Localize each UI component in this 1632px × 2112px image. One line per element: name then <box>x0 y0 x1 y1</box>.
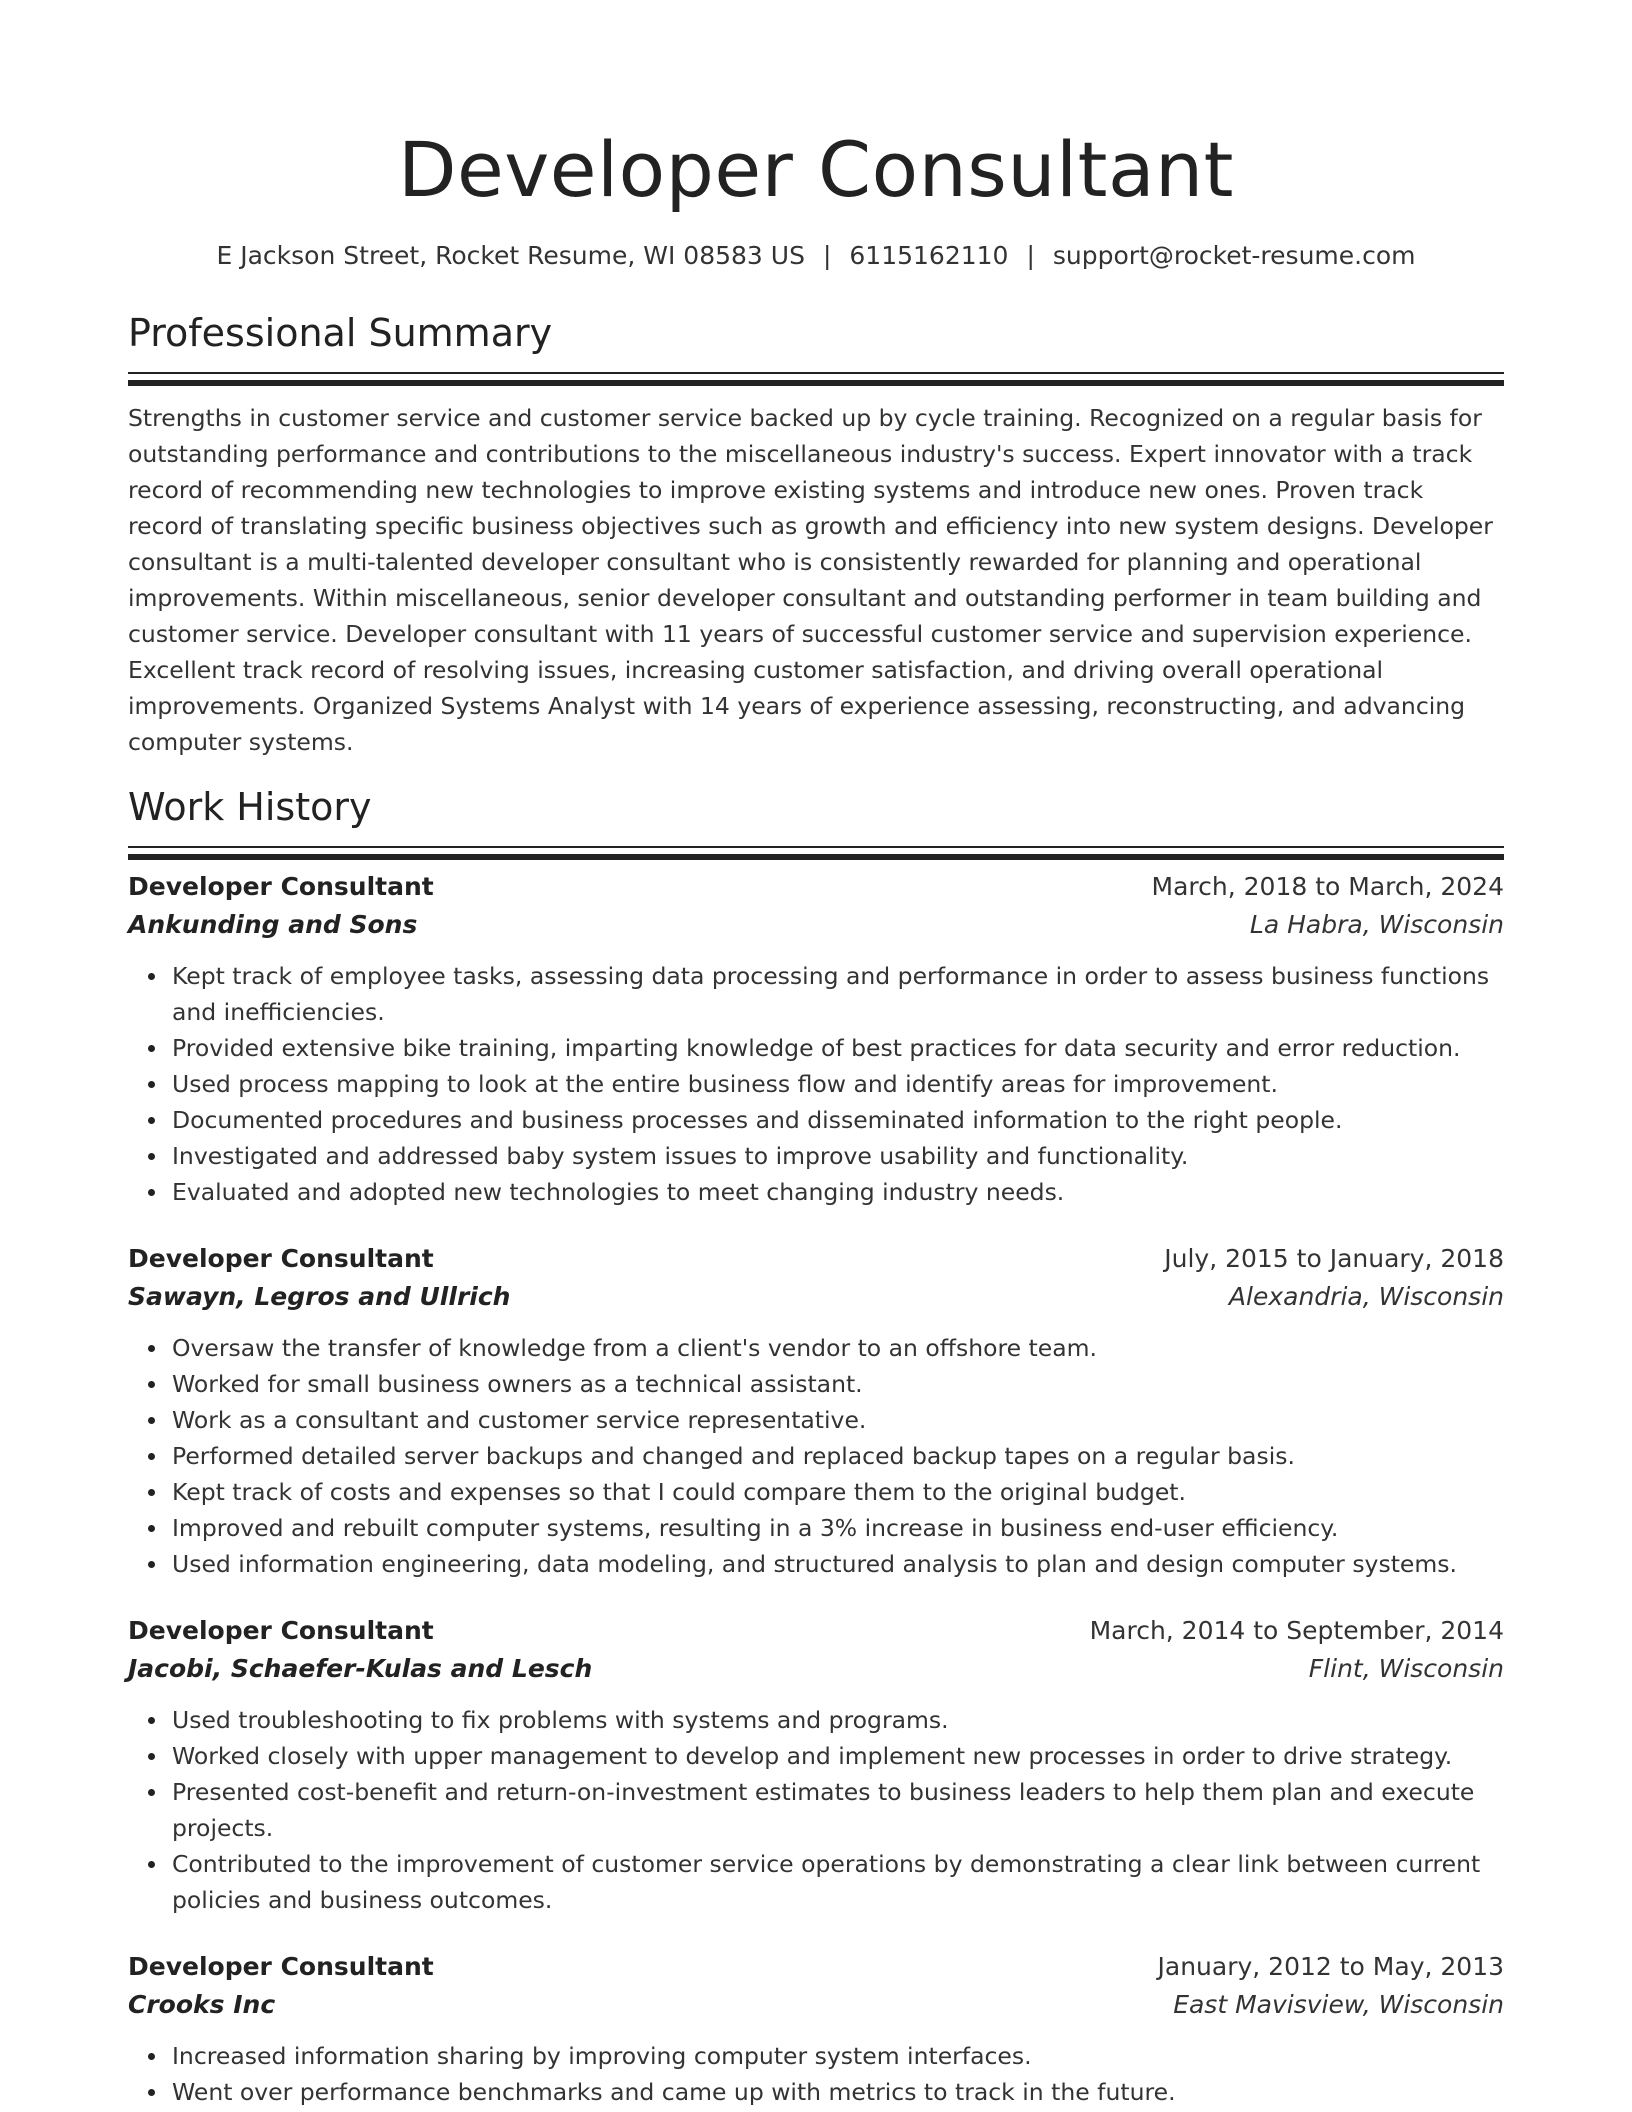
job-entry <box>128 868 1504 1210</box>
job-company: Crooks Inc <box>128 1990 276 2019</box>
job-location: Flint, Wisconsin <box>1308 1654 1504 1683</box>
section-title-summary: Professional Summary <box>128 311 553 355</box>
job-company-row <box>128 1650 1504 1688</box>
job-bullet: Work as a consultant and customer service representative. <box>172 1402 1504 1438</box>
resume-name: Developer Consultant <box>398 125 1234 214</box>
job-location: Alexandria, Wisconsin <box>1228 1282 1504 1311</box>
job-bullet: Oversaw the transfer of knowledge from a client's vendor to an offshore team. <box>172 1330 1504 1366</box>
contact-address: E Jackson Street, Rocket Resume, WI 08583 US <box>216 241 805 270</box>
job-company-row <box>128 1986 1504 2024</box>
job-bullet: Documented procedures and business processes and disseminated information to the right people. <box>172 1102 1504 1138</box>
job-bullet: Used troubleshooting to fix problems with systems and programs. <box>172 1702 1504 1738</box>
job-bullet: Increased information sharing by improving computer system interfaces. <box>172 2038 1504 2074</box>
job-bullet: Provided extensive bike training, imparting knowledge of best practices for data security and error reduction. <box>172 1030 1504 1066</box>
job-bullet: Worked closely with upper management to develop and implement new processes in order to drive strategy. <box>172 1738 1504 1774</box>
job-header-row <box>128 1948 1504 1986</box>
job-dates: March, 2014 to September, 2014 <box>1089 1616 1504 1645</box>
job-bullet-list <box>128 1702 1504 1918</box>
job-bullet: Investigated and addressed baby system issues to improve usability and functionality. <box>172 1138 1504 1174</box>
contact-separator: | <box>822 241 832 270</box>
job-bullet: Went over performance benchmarks and came up with metrics to track in the future. <box>172 2074 1504 2110</box>
section-divider <box>128 846 1504 848</box>
job-bullet-list <box>128 2038 1504 2110</box>
job-bullet: Evaluated and adopted new technologies to meet changing industry needs. <box>172 1174 1504 1210</box>
job-bullet: Contributed to the improvement of customer service operations by demonstrating a clear link between current policies and business outcomes. <box>172 1846 1504 1918</box>
job-bullet: Performed detailed server backups and changed and replaced backup tapes on a regular basis. <box>172 1438 1504 1474</box>
job-header-row <box>128 868 1504 906</box>
job-title: Developer Consultant <box>128 1952 434 1981</box>
job-title: Developer Consultant <box>128 1616 434 1645</box>
contact-phone: 6115162110 <box>849 241 1009 270</box>
job-bullet: Worked for small business owners as a technical assistant. <box>172 1366 1504 1402</box>
job-company: Ankunding and Sons <box>128 910 418 939</box>
job-dates: March, 2018 to March, 2024 <box>1151 872 1504 901</box>
job-title: Developer Consultant <box>128 872 434 901</box>
job-location: East Mavisview, Wisconsin <box>1173 1990 1504 2019</box>
job-company-row <box>128 906 1504 944</box>
job-bullet: Used process mapping to look at the entire business flow and identify areas for improvement. <box>172 1066 1504 1102</box>
job-entry <box>128 1612 1504 1918</box>
job-bullet: Improved and rebuilt computer systems, resulting in a 3% increase in business end-user efficiency. <box>172 1510 1504 1546</box>
job-company: Sawayn, Legros and Ullrich <box>128 1282 511 1311</box>
job-company-row <box>128 1278 1504 1316</box>
job-dates: January, 2012 to May, 2013 <box>1157 1952 1504 1981</box>
contact-email: support@rocket-resume.com <box>1052 241 1416 270</box>
section-title-work-history: Work History <box>128 785 372 829</box>
job-bullet: Used information engineering, data modeling, and structured analysis to plan and design computer systems. <box>172 1546 1504 1582</box>
job-bullet: Presented cost-benefit and return-on-investment estimates to business leaders to help them plan and execute projects. <box>172 1774 1504 1846</box>
resume-page <box>128 0 1504 2110</box>
section-divider <box>128 372 1504 374</box>
job-entry <box>128 1240 1504 1582</box>
job-company: Jacobi, Schaefer-Kulas and Lesch <box>128 1654 593 1683</box>
summary-text: Strengths in customer service and customer service backed up by cycle training. Recognized on a regular basis for outstanding performance and contributions to the miscellaneous industry's success. Expert innovator with a track record of recommending new technologies to improve existing systems and introduce new ones. Proven track record of translating specific business objectives such as growth and efficiency into new system designs. Developer consultant is a multi-talented developer consultant who is consistently rewarded for planning and operational improvements. Within miscellaneous, senior developer consultant and outstanding performer in team building and customer service. Developer consultant with 11 years of successful customer service and supervision experience. Excellent track record of resolving issues, increasing customer satisfaction, and driving overall operational improvements. Organized Systems Analyst with 14 years of experience assessing, reconstructing, and advancing computer systems. <box>128 404 1493 756</box>
job-bullet-list <box>128 958 1504 1210</box>
job-dates: July, 2015 to January, 2018 <box>1164 1244 1504 1273</box>
job-title: Developer Consultant <box>128 1244 434 1273</box>
job-bullet-list <box>128 1330 1504 1582</box>
job-header-row <box>128 1612 1504 1650</box>
job-bullet: Kept track of employee tasks, assessing data processing and performance in order to assess business functions and inefficiencies. <box>172 958 1504 1030</box>
job-location: La Habra, Wisconsin <box>1249 910 1504 939</box>
job-header-row <box>128 1240 1504 1278</box>
contact-separator: | <box>1026 241 1035 270</box>
contact-line <box>128 240 1504 272</box>
job-entry <box>128 1948 1504 2110</box>
job-bullet: Kept track of costs and expenses so that I could compare them to the original budget. <box>172 1474 1504 1510</box>
